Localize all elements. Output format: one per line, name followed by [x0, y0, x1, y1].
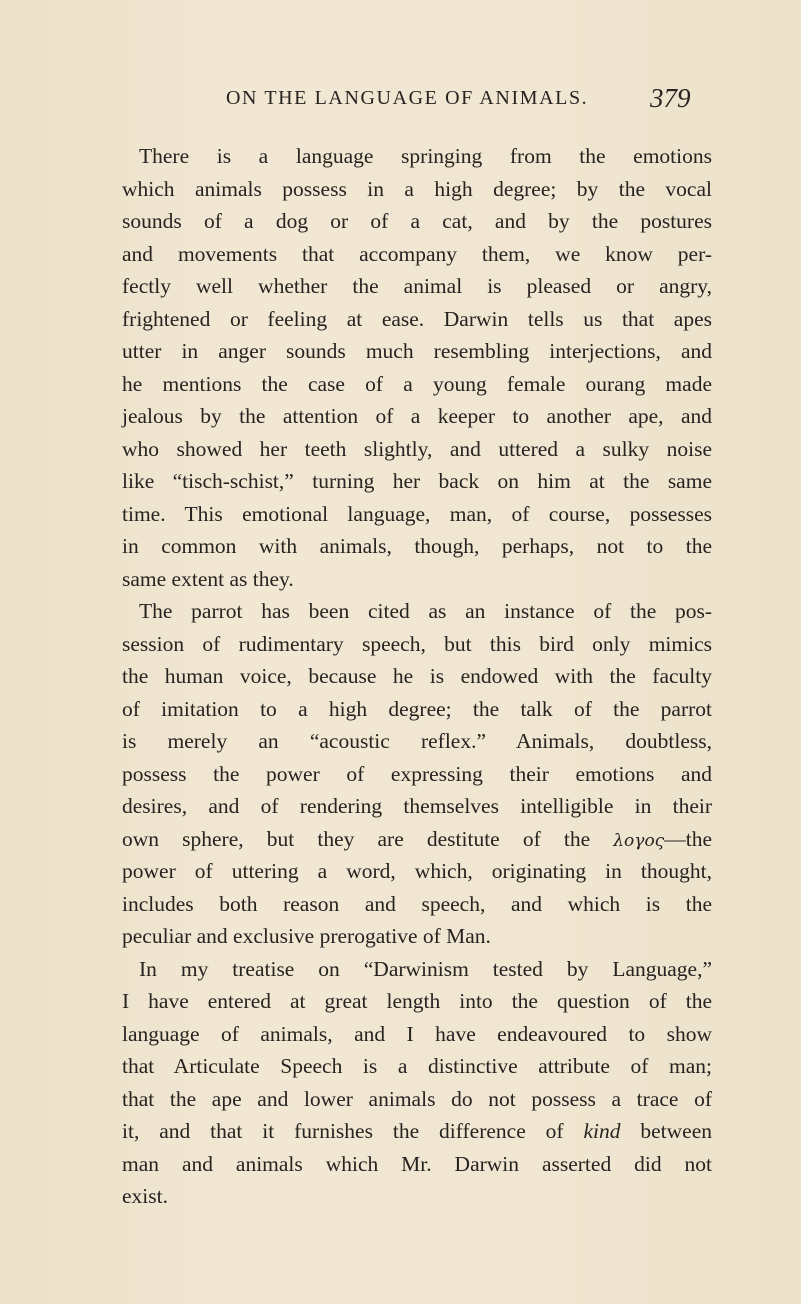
text-line: he mentions the case of a young female ourang made	[122, 371, 712, 396]
text-line: and movements that accompany them, we know per-	[122, 241, 712, 266]
text-line: jealous by the attention of a keeper to another ape, and	[122, 404, 712, 428]
running-head	[0, 82, 801, 114]
page-number: 379	[650, 83, 691, 113]
text-segment: own sphere, but they are destitute of the	[122, 826, 614, 851]
text-line: of imitation to a high degree; the talk of the parrot	[122, 696, 712, 721]
text-line: which animals possess in a high degree; by the vocal	[122, 176, 712, 201]
text-line: language of animals, and I have endeavoured to show	[122, 1021, 712, 1046]
text-line: In my treatise on “Darwinism tested by Language,”	[139, 956, 712, 981]
text-line: like “tisch-schist,” turning her back on him at the same	[122, 469, 712, 493]
text-line-with-greek	[122, 823, 712, 856]
text-line: exist.	[122, 1184, 168, 1208]
text-line: possess the power of expressing their emotions and	[122, 761, 712, 786]
text-line: session of rudimentary speech, but this bird only mimics	[122, 631, 712, 656]
text-line: sounds of a dog or of a cat, and by the postures	[122, 209, 712, 233]
text-line: that Articulate Speech is a distinctive attribute of man;	[122, 1054, 712, 1078]
text-line: time. This emotional language, man, of course, possesses	[122, 501, 712, 526]
text-line-with-italic	[122, 1115, 712, 1148]
text-line: I have entered at great length into the question of the	[122, 989, 712, 1013]
text-line: desires, and of rendering themselves intelligible in their	[122, 794, 712, 818]
text-line: in common with animals, though, perhaps, not to the	[122, 534, 712, 558]
text-line: the human voice, because he is endowed with the faculty	[122, 664, 712, 688]
text-line: frightened or feeling at ease. Darwin tells us that apes	[122, 306, 712, 331]
greek-word: λογος	[613, 830, 665, 851]
text-segment: it, and that it furnishes the difference of	[122, 1119, 584, 1143]
text-line: man and animals which Mr. Darwin asserted did not	[122, 1151, 712, 1176]
text-line: utter in anger sounds much resembling interjections, and	[122, 339, 712, 363]
text-line: power of uttering a word, which, originating in thought,	[122, 859, 712, 883]
body-text	[122, 140, 712, 1213]
text-line: same extent as they.	[122, 566, 294, 591]
text-line: includes both reason and speech, and which is the	[122, 891, 712, 916]
text-segment: —the	[664, 826, 712, 851]
text-line: The parrot has been cited as an instance of the pos-	[139, 599, 712, 623]
text-line: There is a language springing from the emotions	[139, 144, 712, 168]
running-title: ON THE LANGUAGE OF ANIMALS.	[226, 87, 589, 109]
italic-word: kind	[583, 1119, 621, 1143]
text-line: fectly well whether the animal is pleased or angry,	[122, 274, 712, 298]
text-line: is merely an “acoustic reflex.” Animals, doubtless,	[122, 729, 712, 753]
text-segment: between	[620, 1119, 712, 1143]
text-line: peculiar and exclusive prerogative of Man.	[122, 924, 491, 948]
text-line: who showed her teeth slightly, and uttered a sulky noise	[122, 436, 712, 461]
text-line: that the ape and lower animals do not possess a trace of	[122, 1086, 712, 1111]
